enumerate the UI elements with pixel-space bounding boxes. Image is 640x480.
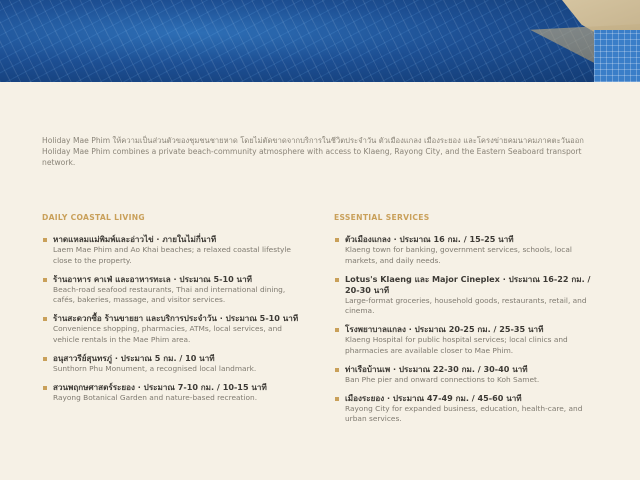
list-item: [42, 274, 304, 307]
item-title: สวนพฤกษศาสตร์ระยอง · ประมาณ 7-10 กม. / 10-15 นาที: [53, 381, 267, 392]
item-title: โรงพยาบาลแกลง · ประมาณ 20-25 กม. / 25-35 นาที: [345, 324, 544, 335]
list-item: [334, 324, 604, 357]
item-desc: Klaeng Hospital for public hospital services; local clinics and pharmacies are available closer to Mae Phim.: [345, 335, 568, 355]
list-item: [42, 353, 304, 375]
item-desc: Laem Mae Phim and Ao Khai beaches; a relaxed coastal lifestyle close to the property.: [53, 245, 291, 265]
pool-tiles: [594, 30, 640, 82]
item-title: ร้านอาหาร คาเฟ่ และอาหารทะเล · ประมาณ 5-10 นาที: [53, 273, 252, 284]
list-item: [42, 382, 304, 404]
item-desc: Ban Phe pier and onward connections to Koh Samet.: [345, 374, 540, 384]
amenity-list: [42, 234, 304, 403]
services-list: [334, 234, 604, 425]
list-item: [42, 313, 304, 346]
list-item: [334, 364, 604, 386]
daily-coastal-living-column: [42, 213, 304, 410]
item-desc: Rayong Botanical Garden and nature-based recreation.: [53, 392, 258, 402]
item-desc: Large-format groceries, household goods, restaurants, retail, and cinema.: [345, 295, 587, 316]
intro-english: Holiday Mae Phim combines a private beach-community atmosphere with access to Klaeng, Rayong City, and the Eastern Seaboard transport network.: [42, 147, 582, 168]
item-title: ท่าเรือบ้านเพ · ประมาณ 22-30 กม. / 30-40 นาที: [345, 363, 528, 374]
item-desc: Klaeng town for banking, government services, schools, local markets, and daily needs.: [345, 245, 572, 265]
item-title: Lotus's Klaeng และ Major Cineplex · ประมาณ 16-22 กม. / 20-30 นาที: [345, 273, 591, 295]
item-title: ร้านสะดวกซื้อ ร้านขายยา และบริการประจำวัน · ประมาณ 5-10 นาที: [53, 313, 299, 324]
item-desc: Rayong City for expanded business, education, health-care, and urban services.: [345, 403, 583, 424]
item-title: เมืองระยอง · ประมาณ 47-49 กม. / 45-60 นาที: [345, 392, 522, 403]
item-title: หาดแหลมแม่พิมพ์และอ่าวไข่ · ภายในไม่กี่นาที: [53, 234, 217, 244]
list-item: [334, 234, 604, 267]
intro-text: [42, 135, 607, 169]
item-desc: Sunthorn Phu Monument, a recognised local landmark.: [53, 363, 257, 373]
item-desc: Beach-road seafood restaurants, Thai and international dining, cafés, bakeries, massage, and visitor services.: [53, 284, 286, 305]
section-heading: ESSENTIAL SERVICES: [334, 213, 430, 222]
pool-photo: [0, 0, 640, 82]
list-item: [334, 393, 604, 426]
list-item: [334, 274, 604, 318]
item-desc: Convenience shopping, pharmacies, ATMs, local services, and vehicle rentals in the Mae Phim area.: [53, 324, 282, 344]
intro-thai: Holiday Mae Phim ให้ความเป็นส่วนตัวของชุมชนชายหาด โดยไม่ตัดขาดจากบริการในชีวิตประจำวัน ตัวเมืองแกลง เมืองระยอง และโครงข่ายคมนาคมภาคตะวันออก: [42, 136, 584, 145]
section-heading: DAILY COASTAL LIVING: [42, 213, 145, 222]
list-item: [42, 234, 304, 267]
item-title: อนุสาวรีย์สุนทรภู่ · ประมาณ 5 กม. / 10 นาที: [53, 352, 215, 363]
essential-services-column: [334, 213, 604, 432]
item-title: ตัวเมืองแกลง · ประมาณ 16 กม. / 15-25 นาที: [345, 234, 514, 244]
